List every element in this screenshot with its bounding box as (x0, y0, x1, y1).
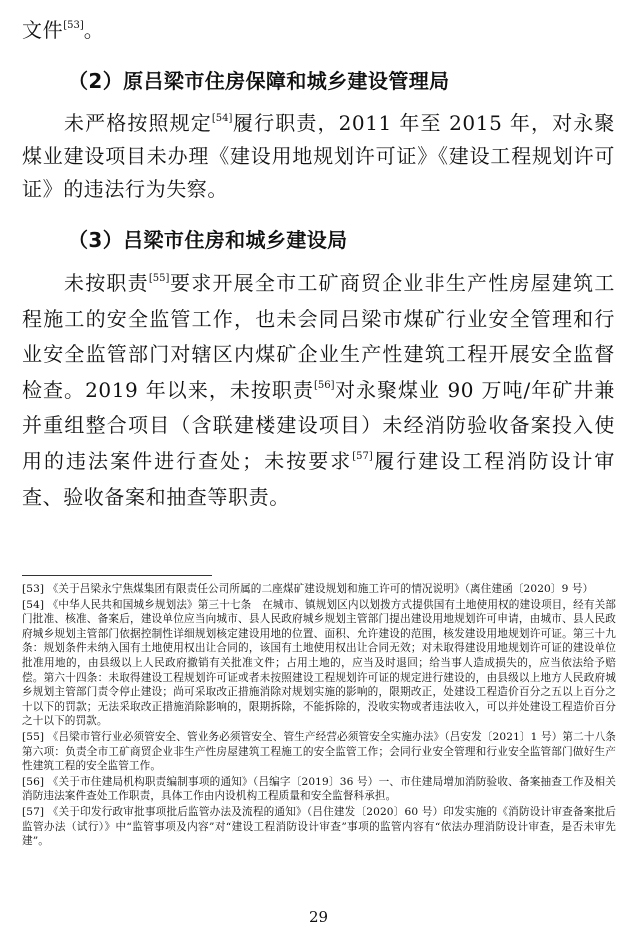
intro-line (22, 14, 615, 47)
footnote-ref-55[interactable]: [55] (148, 273, 170, 284)
footnote-ref-54[interactable]: [54] (211, 113, 233, 124)
footnote-ref-57[interactable]: [57] (352, 450, 373, 462)
section3-text-1: 未按职责 (64, 271, 149, 295)
intro-text: 文件 (22, 18, 64, 42)
footnote-53: [53] 《关于吕梁永宁焦煤集团有限责任公司所属的二座煤矿建设规划和施工许可的情况说明》（离住建函〔2020〕9 号） (22, 583, 594, 595)
footnote-ref-53[interactable]: [53] (63, 20, 84, 31)
intro-tail: 。 (83, 18, 105, 42)
page-number: 29 (308, 908, 329, 926)
footnotes (22, 582, 616, 850)
section2-text-2: 履行职责，2011 年至 2015 年，对永聚煤业建设项目未办理《建设用地规划许可证》《建设工程规划许可证》的违法行为失察。 (22, 111, 615, 201)
footnote-57: [57] 《关于印发行政审批事项批后监管办法及流程的通知》（吕住建发〔2020〕60 号）印发实施的《消防设计审查备案批后监管办法（试行）》中“监管事项及内容”对“建设工程消防设计审查”事项的监管内容有“依法办理消防设计审查，是否未审先建”。 (22, 805, 616, 848)
footnote-separator (22, 575, 212, 576)
footnote-54: [54] 《中华人民共和国城乡规划法》第三十七条 在城市、镇规划区内以划拨方式提供国有土地使用权的建设项目，经有关部门批准、核准、备案后，建设单位应当向城市、县人民政府城乡规划主管部门提出建设用地规划许可申请，由城市、县人民政府城乡规划主管部门依据控制性详细规划核定建设用地的位置、面积、允许建设的范围，核发建设用地规划许可证。第三十九条：规划条件未纳入国有土地使用权出让合同的，该国有土地使用权出让合同无效；对未取得建设用地规划许可证的建设单位批准用地的，由县级以上人民政府撤销有关批准文件；占用土地的，应当及时退回；给当事人造成损失的，应当依法给予赔偿。第六十四条：未取得建设工程规划许可证或者未按照建设工程规划许可证的规定进行建设的，由县级以上地方人民政府城乡规划主管部门责令停止建设；尚可采取改正措施消除对规划实施的影响的，限期改正，处建设工程造价百分之五以上百分之十以下的罚款；无法采取改正措施消除影响的，限期拆除，不能拆除的，没收实物或者违法收入，可以并处建设工程造价百分之十以下的罚款。 (22, 598, 616, 728)
section2-text-1: 未严格按照规定 (64, 111, 212, 135)
section3-text-3: 对永聚煤业 90 万吨/年矿井兼并重组整合项目（含联建楼建设项目）未经消防验收备案投入使用的违法案件进行查处；未按要求 (22, 377, 615, 473)
section3-text-2: 要求开展全市工矿商贸企业非生产性房屋建筑工程施工的安全监管工作，也未会同吕梁市煤矿行业安全管理和行业安全监管部门对辖区内煤矿企业生产性建筑工程开展安全监督检查。2019 年以来，未按职责 (22, 271, 615, 402)
footnote-56: [56] 《关于市住建局机构职责编制事项的通知》（吕编字〔2019〕36 号）一、市住建局增加消防验收、备案抽查工作及相关消防违法案件查处工作职责，具体工作由内设机构工程质量和安全监督科承担。 (22, 775, 616, 803)
section-heading-3: （3）吕梁市住房和城乡建设局 (68, 228, 348, 252)
section2-paragraph (22, 107, 615, 206)
section3-paragraph (22, 266, 615, 515)
footnote-ref-56[interactable]: [56] (313, 379, 335, 391)
section-heading-2: （2）原吕梁市住房保障和城乡建设管理局 (68, 69, 450, 93)
section3-text-4: 履行建设工程消防设计审查、验收备案和抽查等职责。 (22, 448, 615, 509)
footnote-55: [55] 《吕梁市管行业必须管安全、管业务必须管安全、管生产经营必须管安全实施办法》（吕安发〔2021〕1 号）第二十八条第六项：负责全市工矿商贸企业非生产性房屋建筑工程施工的安全监管工作；会同行业安全管理和行业安全监管部门做好生产性建筑工程的安全监管工作。 (22, 730, 616, 773)
